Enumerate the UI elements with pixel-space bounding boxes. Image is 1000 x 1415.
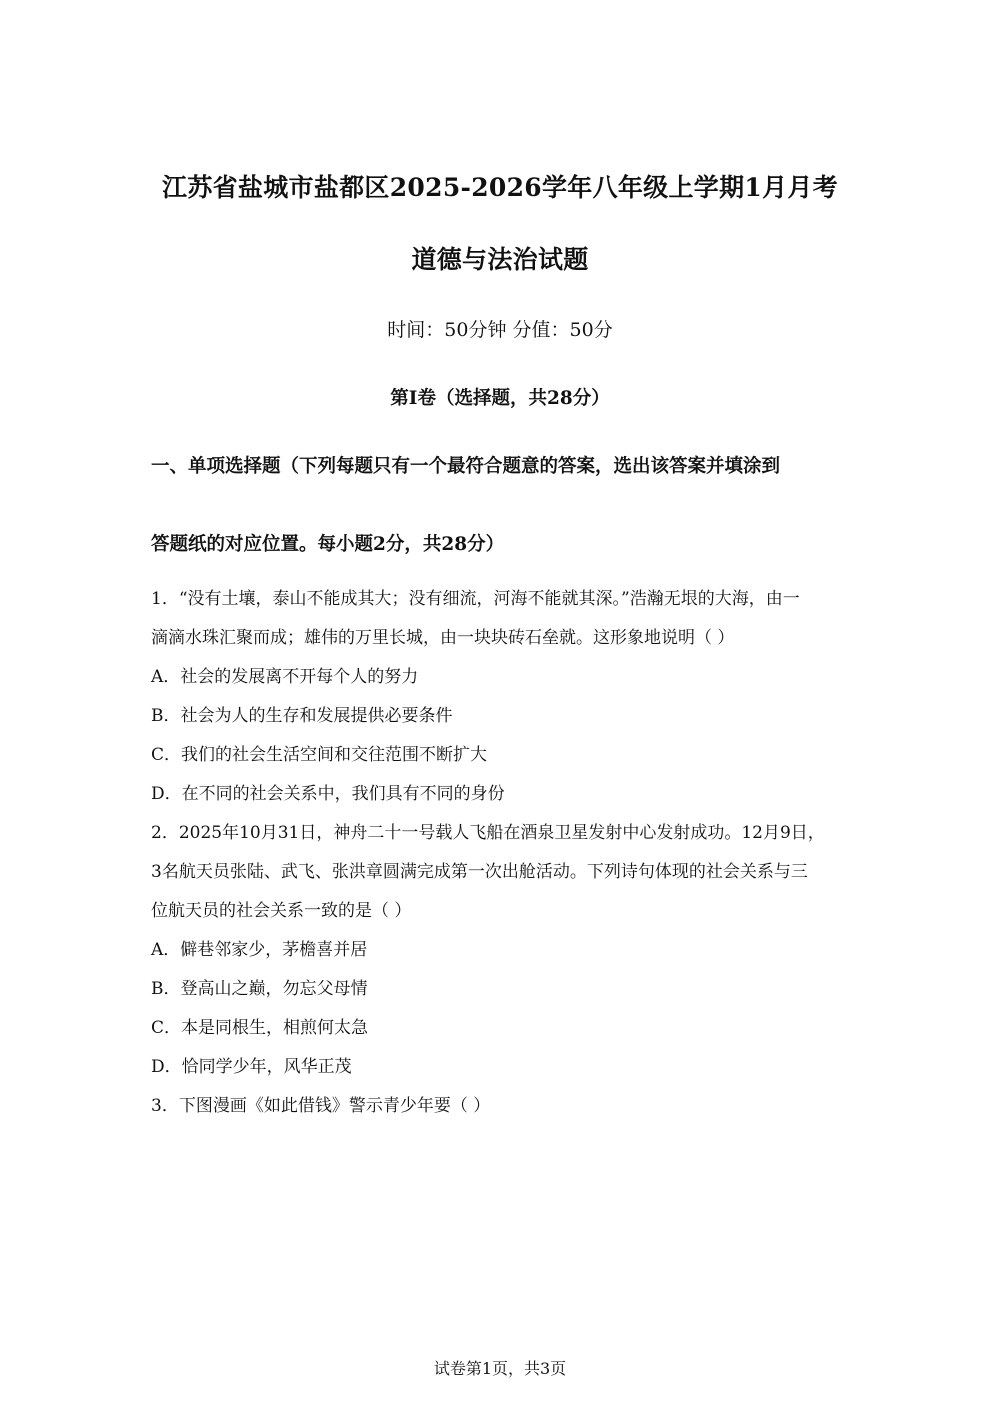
page-footer: 试卷第1页，共3页 <box>433 1359 567 1378</box>
option-b: B．登高山之巅，勿忘父母情 <box>151 979 368 999</box>
option-b: B．社会为人的生存和发展提供必要条件 <box>151 706 453 726</box>
section-instruction-line-2: 答题纸的对应位置。每小题2分，共28分） <box>151 534 505 555</box>
question-stem-line: 2．2025年10月31日，神舟二十一号载人飞船在酒泉卫星发射中心发射成功。12月9日， <box>151 823 825 843</box>
question-stem-line: 滴滴水珠汇聚而成；雄伟的万里长城，由一块块砖石垒就。这形象地说明（ ） <box>151 628 735 648</box>
question-stem-line: 3名航天员张陆、武飞、张洪章圆满完成第一次出舱活动。下列诗句体现的社会关系与三 <box>151 862 808 882</box>
exam-title-line-2: 道德与法治试题 <box>411 245 589 274</box>
option-c: C．我们的社会生活空间和交往范围不断扩大 <box>151 745 488 765</box>
option-a: A．僻巷邻家少，茅檐喜并居 <box>151 940 368 960</box>
question-stem-line: 3．下图漫画《如此借钱》警示青少年要（ ） <box>151 1096 491 1116</box>
option-d: D．恰同学少年，风华正茂 <box>151 1057 352 1077</box>
option-d: D．在不同的社会关系中，我们具有不同的身份 <box>151 784 505 804</box>
section-instruction-line-1: 一、单项选择题（下列每题只有一个最符合题意的答案，选出该答案并填涂到 <box>151 456 781 477</box>
option-a: A．社会的发展离不开每个人的努力 <box>151 667 419 687</box>
exam-info: 时间：50分钟 分值：50分 <box>387 319 613 341</box>
question-stem-line: 位航天员的社会关系一致的是（ ） <box>151 901 412 921</box>
exam-title-line-1: 江苏省盐城市盐都区2025-2026学年八年级上学期1月月考 <box>162 173 838 202</box>
option-c: C．本是同根生，相煎何太急 <box>151 1018 369 1038</box>
question-stem-line: 1．“没有土壤，泰山不能成其大；没有细流，河海不能就其深。”浩瀚无垠的大海，由一 <box>151 589 800 609</box>
part-heading: 第Ⅰ卷（选择题，共28分） <box>390 388 610 409</box>
